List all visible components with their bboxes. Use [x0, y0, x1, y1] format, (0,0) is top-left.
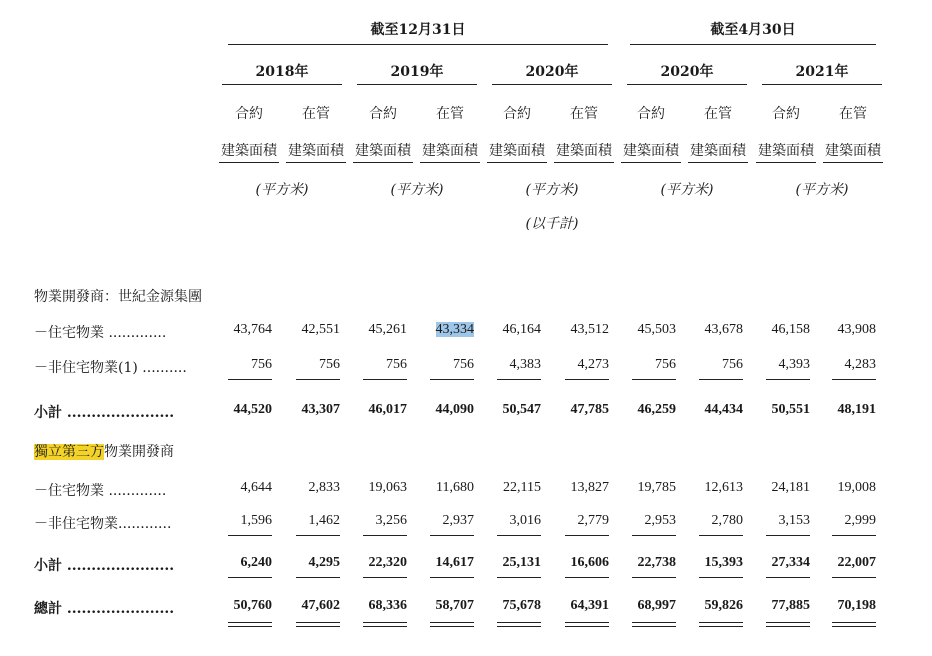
- col-head-rule: [688, 162, 748, 163]
- cell-residential-third-party: 12,613: [704, 480, 743, 495]
- year-header: 2020年: [660, 64, 714, 80]
- period-rule: [228, 44, 608, 45]
- cell-subtotal-group: 46,259: [637, 402, 676, 417]
- cell-residential-third-party: 11,680: [436, 480, 474, 495]
- underline: [430, 577, 474, 578]
- cell-subtotal-group: 44,090: [435, 402, 474, 417]
- col-head-gfa: 建築面積: [355, 143, 411, 159]
- row-label: －非住宅物業(1) ..........: [34, 360, 187, 376]
- double-underline: [632, 622, 676, 627]
- cell-total: 68,336: [368, 598, 407, 613]
- underline: [832, 379, 876, 380]
- double-underline: [430, 622, 474, 627]
- unit-label: (平方米): [390, 182, 444, 198]
- cell-residential-third-party: 13,827: [570, 480, 609, 495]
- cell-subtotal-third-party: 14,617: [435, 555, 474, 570]
- cell-nonresidential-third-party: 3,256: [375, 513, 407, 528]
- cell-total: 47,602: [301, 598, 340, 613]
- cell-total: 68,997: [637, 598, 676, 613]
- cell-subtotal-group: 50,551: [771, 402, 810, 417]
- underline: [565, 577, 609, 578]
- cell-subtotal-third-party: 16,606: [570, 555, 609, 570]
- cell-residential-group: 45,503: [637, 322, 676, 337]
- cell-residential-group: 42,551: [301, 322, 340, 337]
- cell-nonresidential-third-party: 1,596: [240, 513, 272, 528]
- cell-nonresidential-group: 756: [386, 357, 407, 372]
- year-header: 2021年: [795, 64, 849, 80]
- double-underline: [296, 622, 340, 627]
- cell-residential-third-party: 4,644: [240, 480, 272, 495]
- cell-subtotal-third-party: 22,320: [368, 555, 407, 570]
- underline: [430, 379, 474, 380]
- col-head-managed: 在管: [839, 106, 867, 122]
- underline: [497, 379, 541, 380]
- col-head-managed: 在管: [302, 106, 330, 122]
- cell-residential-third-party: 19,785: [637, 480, 676, 495]
- underline: [832, 535, 876, 536]
- col-head-rule: [353, 162, 413, 163]
- col-head-rule: [420, 162, 480, 163]
- year-rule: [357, 84, 477, 85]
- cell-subtotal-group: 44,520: [233, 402, 272, 417]
- cell-residential-group: 46,164: [502, 322, 541, 337]
- col-head-contracted: 合約: [772, 106, 800, 122]
- cell-nonresidential-group: 756: [453, 357, 474, 372]
- double-underline: [363, 622, 407, 627]
- cell-subtotal-third-party: 6,240: [240, 555, 272, 570]
- underline: [632, 379, 676, 380]
- underline: [565, 535, 609, 536]
- col-head-managed: 在管: [704, 106, 732, 122]
- year-rule: [222, 84, 342, 85]
- col-head-rule: [487, 162, 547, 163]
- cell-subtotal-third-party: 22,007: [837, 555, 876, 570]
- cell-residential-third-party: 19,063: [368, 480, 407, 495]
- cell-subtotal-group: 43,307: [301, 402, 340, 417]
- col-head-contracted: 合約: [235, 106, 263, 122]
- col-head-managed: 在管: [570, 106, 598, 122]
- cell-nonresidential-group: 756: [319, 357, 340, 372]
- col-head-rule: [554, 162, 614, 163]
- col-head-contracted: 合約: [369, 106, 397, 122]
- col-head-rule: [823, 162, 883, 163]
- year-rule: [492, 84, 612, 85]
- cell-nonresidential-third-party: 3,016: [509, 513, 541, 528]
- cell-nonresidential-group: 4,283: [844, 357, 876, 372]
- underline: [766, 379, 810, 380]
- cell-nonresidential-third-party: 2,999: [844, 513, 876, 528]
- unit-label-extra: (以千計): [525, 216, 579, 232]
- cell-residential-third-party: 19,008: [837, 480, 876, 495]
- subtotal-label: 小計 ......................: [34, 405, 175, 421]
- underline: [296, 577, 340, 578]
- col-head-gfa: 建築面積: [489, 143, 545, 159]
- cell-subtotal-third-party: 4,295: [308, 555, 340, 570]
- underline: [228, 577, 272, 578]
- cell-nonresidential-third-party: 2,780: [711, 513, 743, 528]
- period-rule: [630, 44, 876, 45]
- double-underline: [228, 622, 272, 627]
- underline: [497, 535, 541, 536]
- year-header: 2019年: [390, 64, 444, 80]
- unit-label: (平方米): [660, 182, 714, 198]
- cell-residential-group: 45,261: [368, 322, 407, 337]
- cell-subtotal-group: 48,191: [837, 402, 876, 417]
- cell-nonresidential-group: 4,383: [509, 357, 541, 372]
- cell-residential-group: 43,512: [570, 322, 609, 337]
- double-underline: [497, 622, 541, 627]
- cell-subtotal-third-party: 27,334: [771, 555, 810, 570]
- cell-nonresidential-third-party: 2,937: [442, 513, 474, 528]
- cell-total: 75,678: [502, 598, 541, 613]
- cell-total: 50,760: [233, 598, 272, 613]
- cell-nonresidential-third-party: 1,462: [308, 513, 340, 528]
- year-rule: [762, 84, 882, 85]
- underline: [699, 535, 743, 536]
- row-label: －非住宅物業............: [34, 516, 172, 532]
- year-header: 2018年: [255, 64, 309, 80]
- underline: [228, 379, 272, 380]
- double-underline: [565, 622, 609, 627]
- cell-nonresidential-third-party: 2,779: [577, 513, 609, 528]
- cell-total: 77,885: [771, 598, 810, 613]
- cell-subtotal-group: 47,785: [570, 402, 609, 417]
- col-head-gfa: 建築面積: [422, 143, 478, 159]
- cell-subtotal-third-party: 15,393: [704, 555, 743, 570]
- underline: [296, 535, 340, 536]
- cell-nonresidential-group: 756: [722, 357, 743, 372]
- subtotal-label: 小計 ......................: [34, 558, 175, 574]
- cell-residential-group: 43,764: [233, 322, 272, 337]
- underline: [632, 577, 676, 578]
- col-head-contracted: 合約: [637, 106, 665, 122]
- col-head-rule: [286, 162, 346, 163]
- col-head-rule: [219, 162, 279, 163]
- col-head-gfa: 建築面積: [623, 143, 679, 159]
- underline: [699, 577, 743, 578]
- row-label: －住宅物業 .............: [34, 483, 167, 499]
- cell-residential-group: 46,158: [771, 322, 810, 337]
- cell-nonresidential-group: 756: [655, 357, 676, 372]
- underline: [296, 379, 340, 380]
- year-rule: [627, 84, 747, 85]
- cell-subtotal-group: 50,547: [502, 402, 541, 417]
- cell-nonresidential-group: 4,273: [577, 357, 609, 372]
- unit-label: (平方米): [795, 182, 849, 198]
- row-label: －住宅物業 .............: [34, 325, 167, 341]
- cell-subtotal-group: 44,434: [704, 402, 743, 417]
- underline: [363, 577, 407, 578]
- cell-nonresidential-third-party: 2,953: [644, 513, 676, 528]
- highlighted-text: 獨立第三方: [34, 444, 104, 460]
- section-title-developer-group: 物業開發商：世紀金源集團: [34, 289, 202, 305]
- cell-residential-group: 43,678: [704, 322, 743, 337]
- double-underline: [832, 622, 876, 627]
- cell-residential-group: 43,908: [837, 322, 876, 337]
- underline: [699, 379, 743, 380]
- underline: [832, 577, 876, 578]
- cell-total: 64,391: [570, 598, 609, 613]
- double-underline: [699, 622, 743, 627]
- year-header: 2020年: [525, 64, 579, 80]
- unit-label: (平方米): [525, 182, 579, 198]
- underline: [363, 535, 407, 536]
- col-head-managed: 在管: [436, 106, 464, 122]
- cell-total: 70,198: [837, 598, 876, 613]
- period-header-apr30: 截至4月30日: [710, 22, 796, 38]
- cell-subtotal-group: 46,017: [368, 402, 407, 417]
- underline: [497, 577, 541, 578]
- cell-total: 58,707: [435, 598, 474, 613]
- underline: [565, 379, 609, 380]
- cell-subtotal-third-party: 22,738: [637, 555, 676, 570]
- col-head-rule: [756, 162, 816, 163]
- col-head-gfa: 建築面積: [825, 143, 881, 159]
- col-head-gfa: 建築面積: [690, 143, 746, 159]
- cell-nonresidential-third-party: 3,153: [778, 513, 810, 528]
- cell-residential-third-party: 2,833: [308, 480, 340, 495]
- cell-residential-third-party: 22,115: [503, 480, 541, 495]
- underline: [766, 535, 810, 536]
- cell-total: 59,826: [704, 598, 743, 613]
- underline: [430, 535, 474, 536]
- double-underline: [766, 622, 810, 627]
- cell-residential-group: 43,334: [435, 322, 474, 337]
- underline: [766, 577, 810, 578]
- section-title-third-party: 獨立第三方物業開發商: [34, 444, 174, 460]
- cell-subtotal-third-party: 25,131: [502, 555, 541, 570]
- cell-residential-third-party: 24,181: [771, 480, 810, 495]
- col-head-contracted: 合約: [503, 106, 531, 122]
- col-head-gfa: 建築面積: [221, 143, 277, 159]
- underline: [632, 535, 676, 536]
- underline: [363, 379, 407, 380]
- total-label: 總計 ......................: [34, 601, 175, 617]
- col-head-gfa: 建築面積: [758, 143, 814, 159]
- period-header-dec31: 截至12月31日: [370, 22, 466, 38]
- underline: [228, 535, 272, 536]
- cell-nonresidential-group: 756: [251, 357, 272, 372]
- col-head-gfa: 建築面積: [288, 143, 344, 159]
- col-head-rule: [621, 162, 681, 163]
- unit-label: (平方米): [255, 182, 309, 198]
- col-head-gfa: 建築面積: [556, 143, 612, 159]
- cell-nonresidential-group: 4,393: [778, 357, 810, 372]
